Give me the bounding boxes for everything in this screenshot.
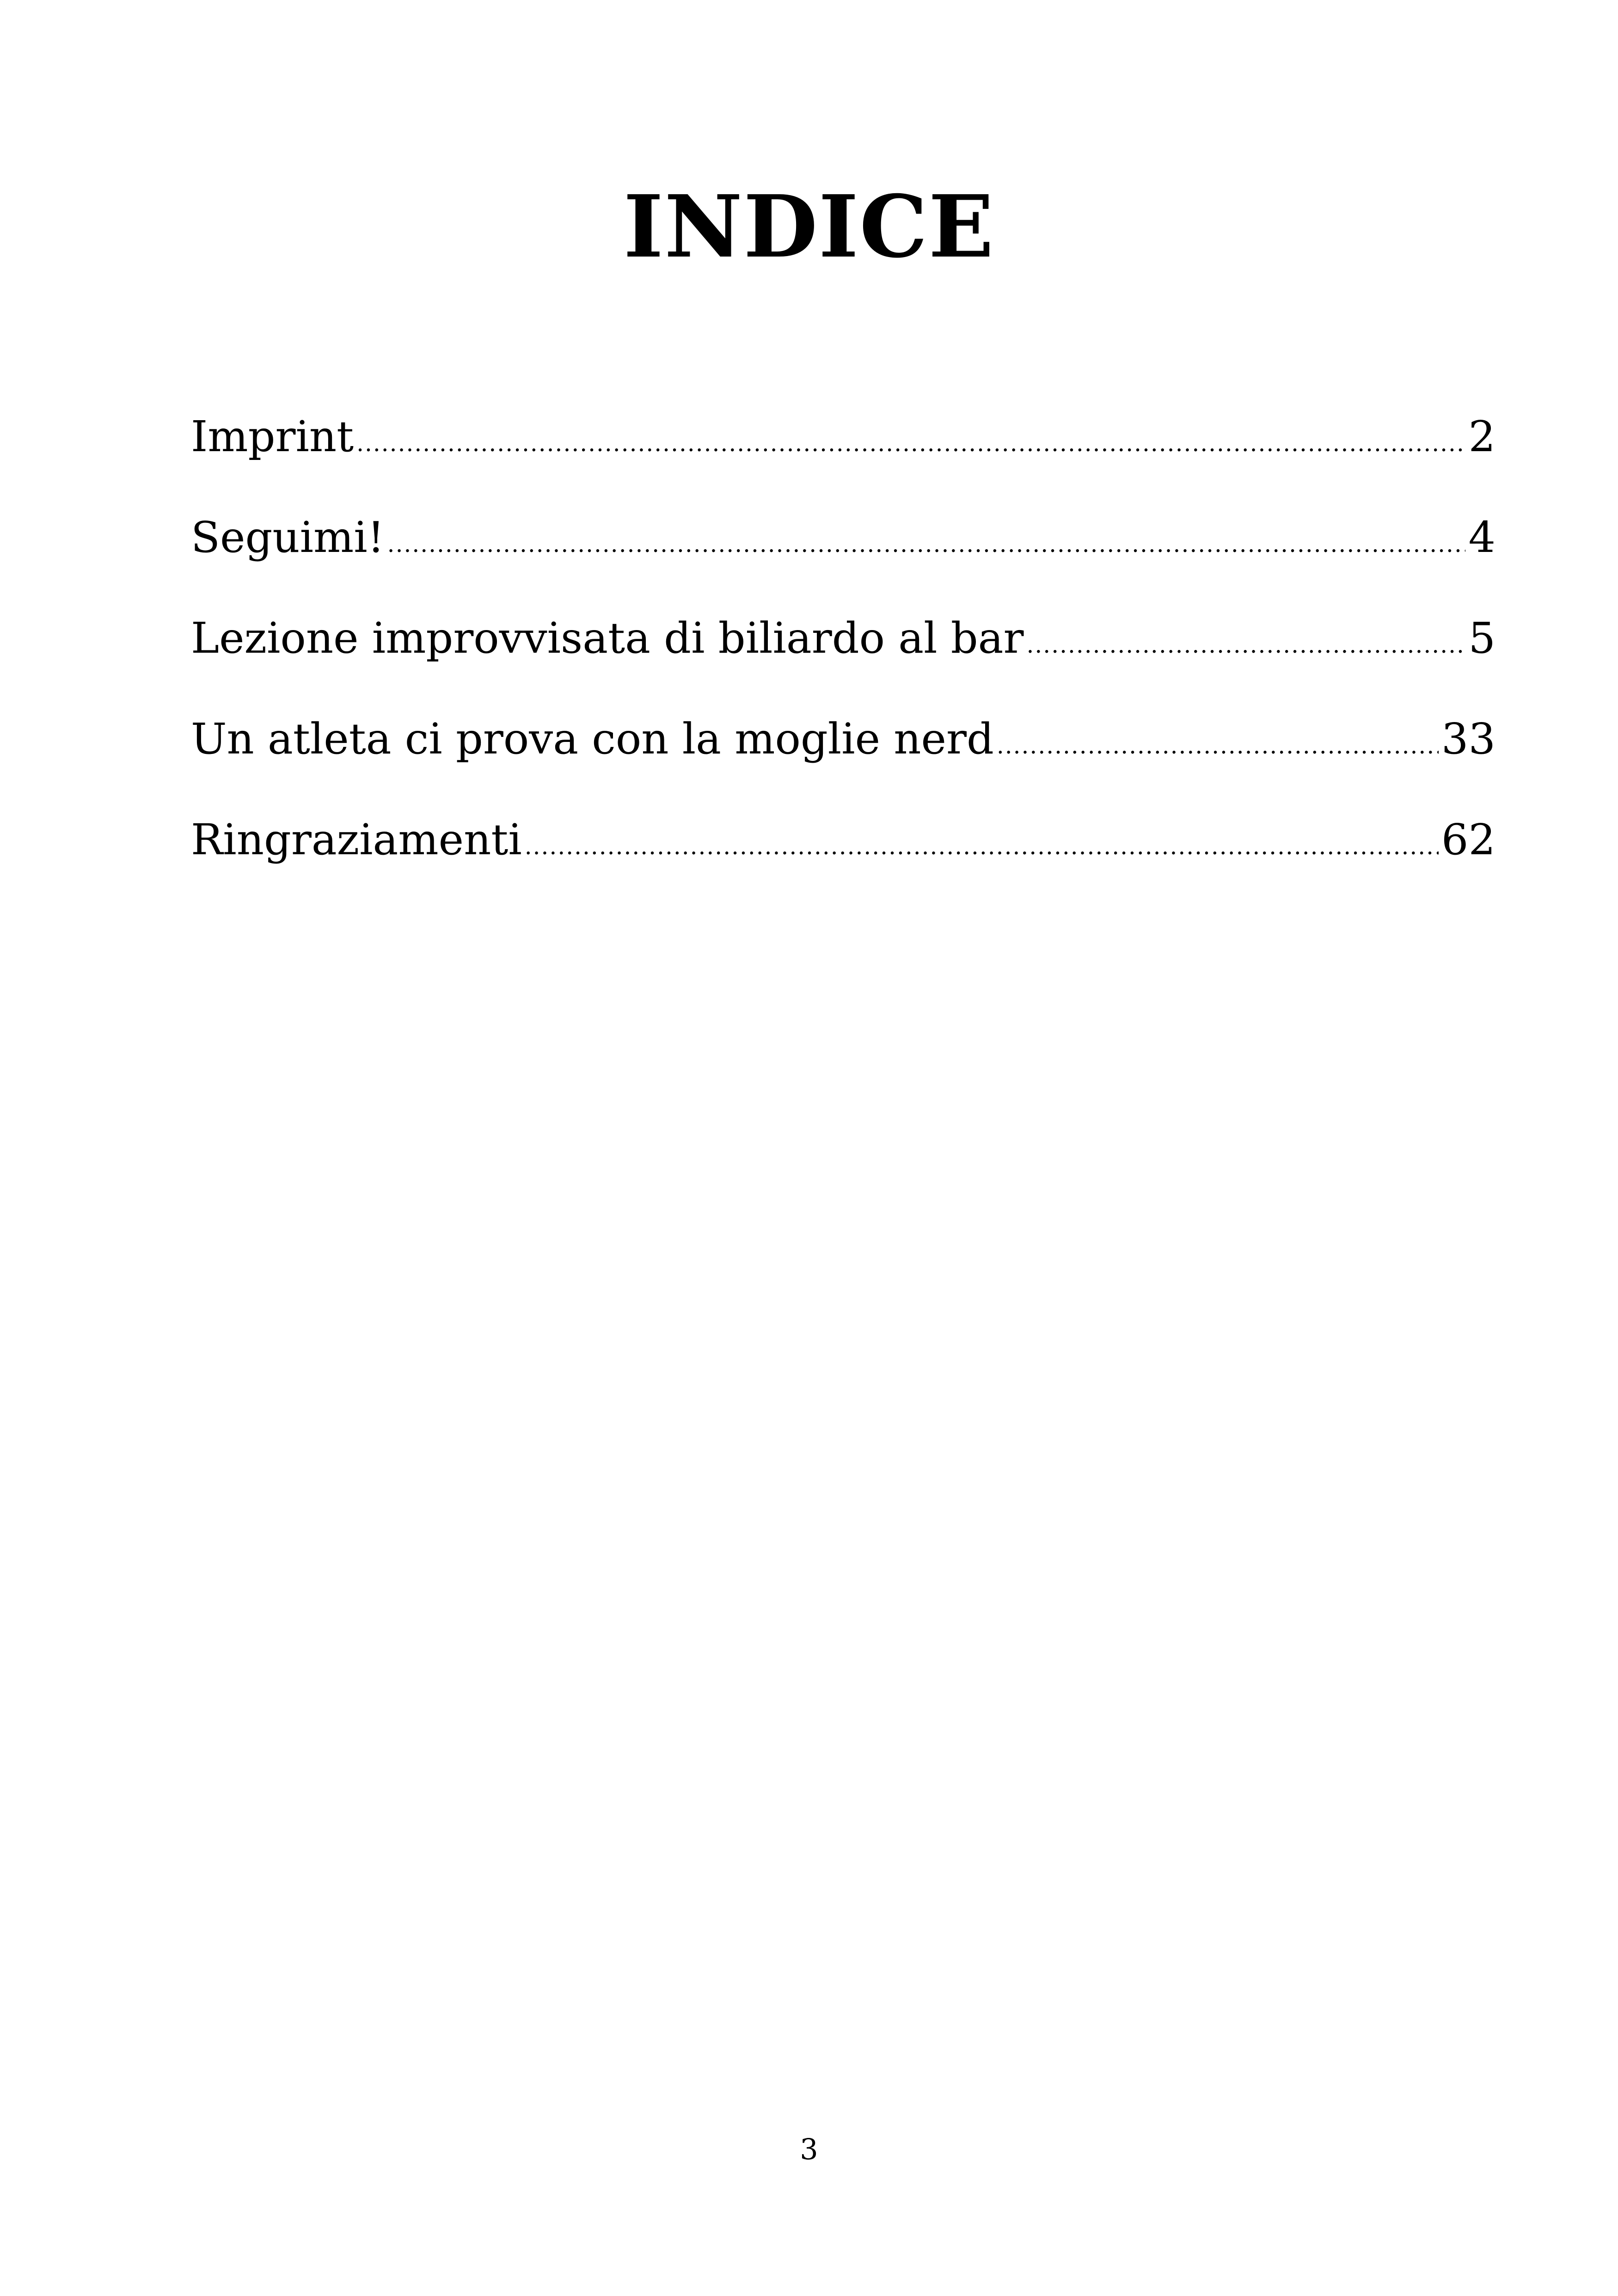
page-number: 3 [800,2132,818,2166]
toc-dot-leader [387,509,1466,579]
toc-entry-page: 5 [1468,613,1495,663]
toc-dot-leader [356,409,1465,478]
toc-entry-title: Seguimi! [191,513,385,562]
table-of-contents [191,402,1495,906]
toc-dot-leader [525,812,1439,881]
toc-entry-lezione[interactable] [191,604,1495,704]
toc-entry-title: Ringraziamenti [191,815,522,864]
toc-entry-ringraziamenti[interactable] [191,805,1495,906]
toc-entry-seguimi[interactable] [191,503,1495,604]
toc-entry-page: 2 [1468,412,1495,461]
page-title: INDICE [623,176,995,277]
toc-entry-atleta[interactable] [191,704,1495,805]
toc-dot-leader [1027,610,1466,680]
toc-entry-title: Imprint [191,412,354,461]
toc-entry-page: 62 [1441,815,1495,864]
toc-entry-page: 33 [1441,714,1495,764]
toc-entry-title: Un atleta ci prova con la moglie nerd [191,714,994,764]
toc-entry-page: 4 [1468,513,1495,562]
toc-dot-leader [997,711,1439,780]
toc-entry-title: Lezione improvvisata di biliardo al bar [191,613,1024,663]
toc-entry-imprint[interactable] [191,402,1495,503]
